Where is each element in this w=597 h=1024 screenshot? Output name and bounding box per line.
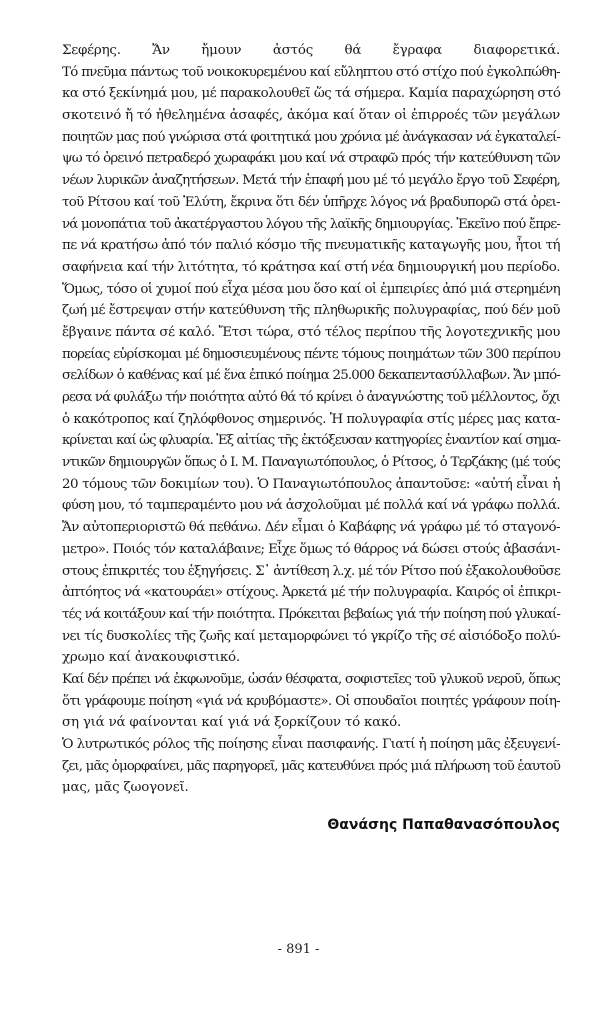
text-line: νά μονοπάτια τοῦ ἀκατέργαστου λόγου τῆς λαϊκῆς δημιουργίας. Ἐκεῖνο πού ἔπρε-	[62, 216, 560, 232]
text-line: ζει, μᾶς ὀμορφαίνει, μᾶς παρηγορεῖ, μᾶς κατευθύνει πρός μιά πλήρωση τοῦ ἑαυτοῦ	[62, 758, 560, 774]
text-line: κα στό ξεκίνημά μου, μέ παρακολουθεῖ ὥς τά σήμερα. Καμία παραχώρηση στό	[62, 86, 561, 102]
text-line: πε νά κρατήσω ἀπό τόν παλιό κόσμο τῆς πνευματικῆς καταγωγῆς μου, ἦτοι τή	[62, 238, 560, 254]
text-line: τοῦ Ρίτσου καί τοῦ Ἐλύτη, ἔκρινα ὅτι δέν ὑπῆρχε λόγος νά βραδυπορῶ στά ὀρει-	[62, 194, 560, 210]
text-line: στους ἐπικριτές του ἐξηγήσεις. Σ᾽ ἀντίθεση λ.χ. μέ τόν Ρίτσο πού ἐξακολουθοῦσε	[62, 563, 560, 579]
text-line: Ἄν αὐτοπεριοριστῶ θά πεθάνω. Δέν εἶμαι ὁ Καβάφης νά γράφω μέ τό σταγονό-	[62, 520, 560, 536]
page-number: - 891 -	[277, 942, 320, 957]
text-line: ἀπτόητος νά «κατουράει» στίχους. Ἀρκετά μέ τήν πολυγραφία. Καιρός οἱ ἐπικρι-	[62, 585, 561, 601]
body-text	[62, 40, 560, 799]
text-line: φύση μου, τό ταμπεραμέντο μου νά ἀσχολοῦμαι μέ πολλά καί νά γράφω πολλά.	[62, 498, 560, 514]
text-line: ποιητῶν μας πού γνώρισα στά φοιτητικά μου χρόνια μέ ἀνάγκασαν νά ἐγκαταλεί-	[62, 129, 560, 145]
text-line: Ὅμως, τόσο οἱ χυμοί πού εἶχα μέσα μου ὅσο καί οἱ ἐμπειρίες ἀπό μιά στερημένη	[62, 281, 560, 297]
text-line: σαφήνεια καί τήν λιτότητα, τό κράτησα καί στή νέα δημιουργική μου περίοδο.	[62, 259, 561, 275]
text-line: ψω τό ὀρεινό πετραδερό χωραφάκι μου καί νά στραφῶ πρός τήν κατεύθυνση τῶν	[62, 151, 560, 167]
author-signature: Θανάσης Παπαθανασόπουλος	[327, 817, 560, 833]
text-line: ζωή μέ ἔστρεψαν στήν κατεύθυνση τῆς πληθωρικῆς πολυγραφίας, πού δέν μοῦ	[62, 303, 560, 319]
text-line: Καί δέν πρέπει νά ἐκφωνοῦμε, ὡσάν θέσφατα, σοφιστεῖες τοῦ γλυκοῦ νεροῦ, ὅπως	[62, 671, 560, 687]
text-line: ὁ κακότροπος καί ζηλόφθονος σημερινός. Ἡ πολυγραφία στίς μέρες μας κατα-	[62, 411, 560, 427]
text-line: ἔβγαινε πάντα σέ καλό. Ἔτσι τώρα, στό τέλος περίπου τῆς λογοτεχνικῆς μου	[62, 324, 560, 340]
text-line: 20 τόμους τῶν δοκιμίων του). Ὁ Παναγιωτόπουλος ἀπαντοῦσε: «αὐτή εἶναι ἡ	[62, 476, 560, 492]
text-line: Τό πνεῦμα πάντως τοῦ νοικοκυρεμένου καί εὔληπτου στό στίχο πού ἐγκολπώθη-	[62, 64, 560, 80]
text-line: χρωμο καί ἀνακουφιστικό.	[62, 650, 240, 666]
text-line: Ὁ λυτρωτικός ρόλος τῆς ποίησης εἶναι πασιφανής. Γιατί ἡ ποίηση μᾶς ἐξευγενί-	[62, 737, 560, 752]
text-line: ση γιά νά φαίνονται καί γιά νά ξορκίζουν τό κακό.	[62, 715, 402, 731]
text-line: τές νά κοιτάξουν καί τήν ποιότητα. Πρόκειται βεβαίως γιά τήν ποίηση πού γλυκαί-	[62, 606, 560, 622]
text-line: ντικῶν δημιουργῶν ὅπως ὁ Ι. Μ. Παναγιωτόπουλος, ὁ Ρίτσος, ὁ Τερζάκης (μέ τούς	[62, 455, 560, 471]
text-line: ρεσα νά φυλάξω τήν ποιότητα αὐτό θά τό κρίνει ὁ ἀναγνώστης τοῦ μέλλοντος, ὄχι	[62, 390, 560, 405]
text-line: μας, μᾶς ζωογονεῖ.	[62, 780, 189, 796]
text-line: νέων λυρικῶν ἀναζητήσεων. Μετά τήν ἐπαφή μου μέ τό μεγάλο ἔργο τοῦ Σεφέρη,	[62, 173, 560, 189]
text-line: ὅτι γράφουμε ποίηση «γιά νά κρυβόμαστε». Οἱ σπουδαῖοι ποιητές γράφουν ποίη-	[62, 693, 560, 709]
text-line: σκοτεινό ἤ τό ἠθελημένα ἀσαφές, ἀκόμα καί ὅταν οἱ ἐπιρροές τῶν μεγάλων	[62, 108, 560, 124]
text-line: νει τίς δυσκολίες τῆς ζωῆς καί μεταμορφώνει τό γκρίζο τῆς σέ αἰσιόδοξο πολύ-	[62, 628, 561, 644]
text-line: μετρο». Ποιός τόν καταλάβαινε; Εἶχε ὅμως τό θάρρος νά δώσει στούς ἀβασάνι-	[62, 541, 560, 557]
text-line: κρίνεται καί ὡς φλυαρία. Ἐξ αἰτίας τῆς ἐκτόξευσαν κατηγορίες ἐναντίον καί σημα-	[62, 433, 560, 449]
text-line: σελίδων ὁ καθένας καί μέ ἕνα ἐπικό ποίημα 25.000 δεκαπεντασύλλαβων. Ἄν μπό-	[62, 368, 560, 384]
text-line: πορείας εὑρίσκομαι μέ δημοσιευμένους πέντε τόμους ποιημάτων τῶν 300 περίπου	[62, 346, 560, 362]
text-line: Σεφέρης. Ἄν ἤμουν ἀστός θά ἔγραφα διαφορετικά.	[62, 43, 560, 58]
